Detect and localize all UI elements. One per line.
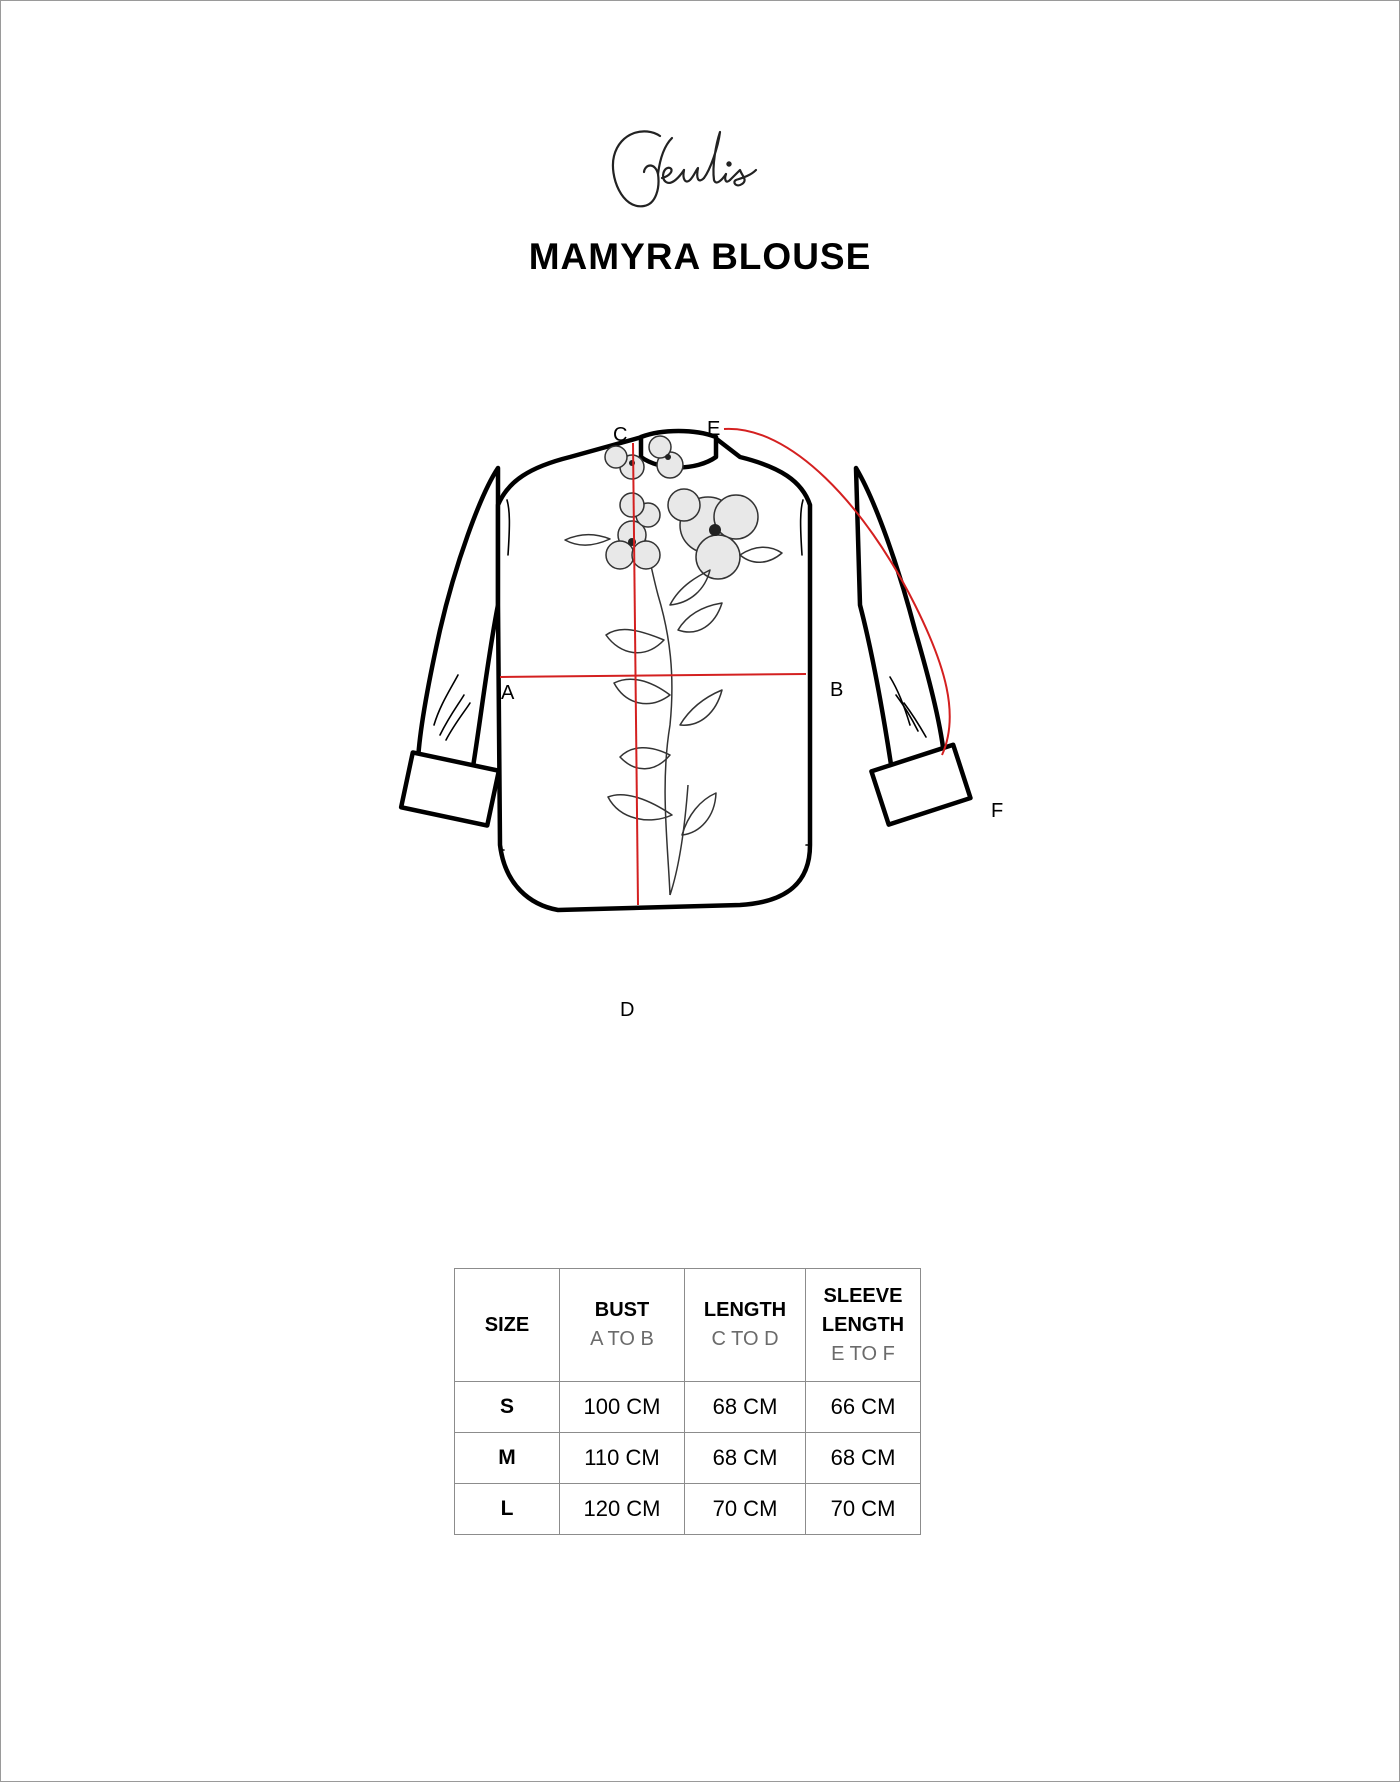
product-title: MAMYRA BLOUSE — [528, 236, 872, 277]
size-cell: L — [455, 1484, 560, 1535]
header-bust — [560, 1269, 685, 1382]
header-length-sub: C TO D — [711, 1328, 779, 1350]
table-row — [455, 1433, 921, 1484]
table-header-row — [455, 1269, 921, 1382]
brand-logo — [600, 118, 800, 218]
header-sleeve-label-2: LENGTH — [821, 1313, 905, 1336]
point-label-b: B — [830, 679, 844, 701]
size-cell: M — [455, 1433, 560, 1484]
size-chart-table — [454, 1268, 921, 1535]
sleeve-cell: 70 CM — [806, 1484, 921, 1535]
bust-cell: 120 CM — [560, 1484, 685, 1535]
header-sleeve-sub: E TO F — [831, 1342, 895, 1365]
left-sleeve — [418, 468, 498, 773]
length-cell: 70 CM — [685, 1484, 806, 1535]
point-label-f: F — [991, 800, 1004, 822]
point-label-d: D — [620, 999, 635, 1021]
sleeve-cell: 68 CM — [806, 1433, 921, 1484]
bust-cell: 100 CM — [560, 1382, 685, 1433]
blouse-diagram — [370, 405, 1030, 1030]
point-label-a: A — [501, 682, 515, 704]
header-bust-sub: A TO B — [590, 1328, 654, 1350]
point-label-e: E — [707, 418, 721, 440]
left-cuff — [401, 752, 499, 825]
header-length — [685, 1269, 806, 1382]
length-cell: 68 CM — [685, 1382, 806, 1433]
table-row — [455, 1382, 921, 1433]
header-size: SIZE — [455, 1269, 560, 1382]
length-cell: 68 CM — [685, 1433, 806, 1484]
table-row — [455, 1484, 921, 1535]
header-length-label: LENGTH — [703, 1299, 787, 1321]
bust-cell: 110 CM — [560, 1433, 685, 1484]
right-cuff — [871, 745, 970, 825]
sleeve-cell: 66 CM — [806, 1382, 921, 1433]
point-label-c: C — [613, 424, 628, 446]
size-cell: S — [455, 1382, 560, 1433]
header-sleeve — [806, 1269, 921, 1382]
right-sleeve — [856, 468, 944, 771]
header-bust-label: BUST — [594, 1299, 650, 1321]
header-sleeve-label-1: SLEEVE — [823, 1284, 903, 1307]
